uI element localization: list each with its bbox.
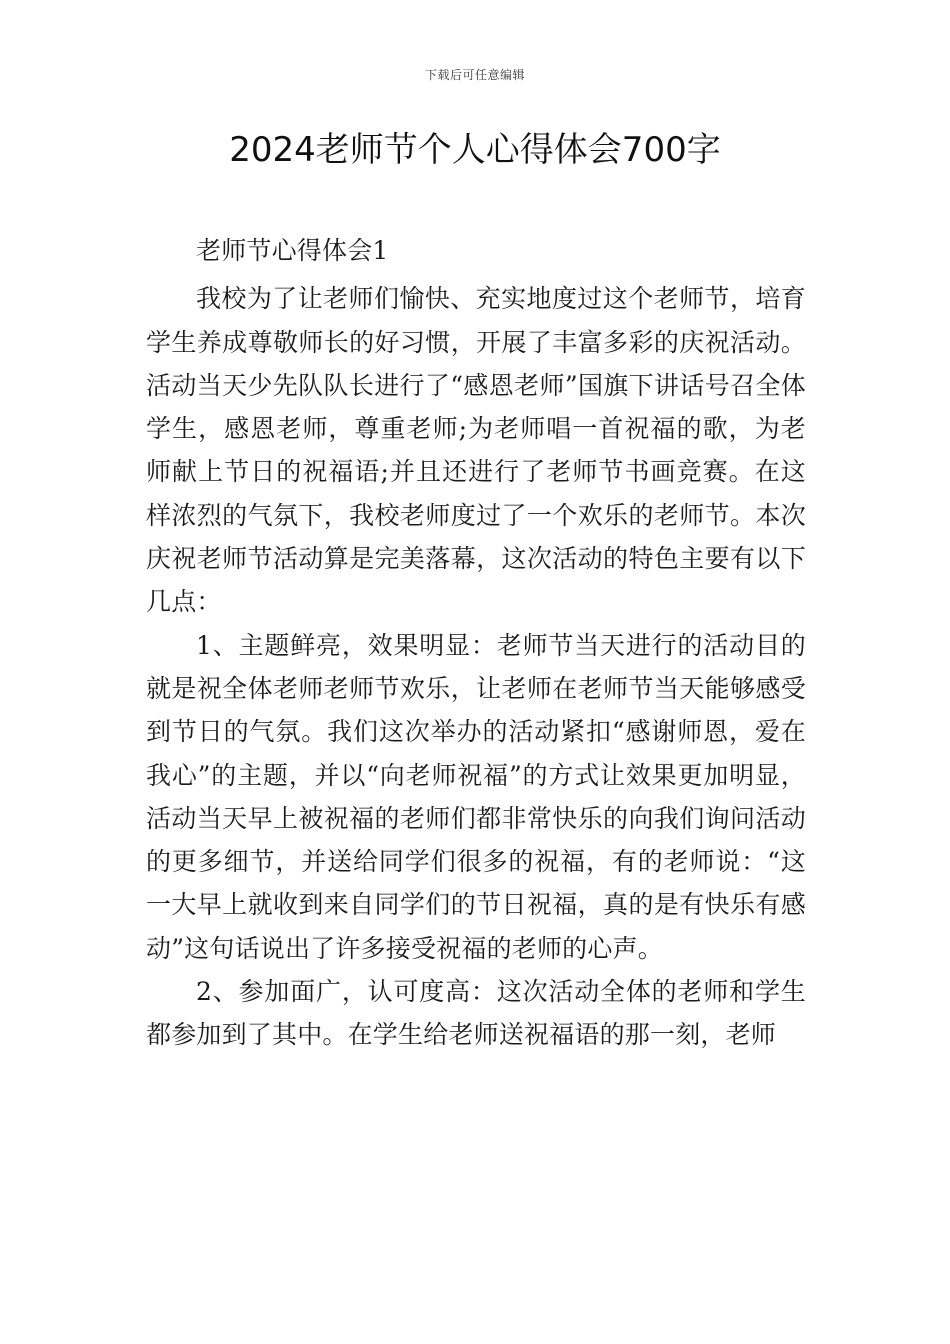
body-paragraph-point-1: 1、主题鲜亮，效果明显：老师节当天进行的活动目的就是祝全体老师老师节欢乐，让老师在老师节当天能够感受到节日的气氛。我们这次举办的活动紧扣“感谢师恩，爱在我心”的主题，并以“向老师祝福”的方式让效果更加明显，活动当天早上被祝福的老师们都非常快乐的向我们询问活动的更多细节，并送给同学们很多的祝福，有的老师说：“这一大早上就收到来自同学们的节日祝福，真的是有快乐有感动”这句话说出了许多接受祝福的老师的心声。: [146, 630, 806, 963]
header-note: 下载后可任意编辑: [424, 68, 525, 82]
section-heading: 老师节心得体会1: [196, 236, 389, 265]
body-paragraph-point-2: 2、参加面广，认可度高：这次活动全体的老师和学生都参加到了其中。在学生给老师送祝福语的那一刻，老师: [146, 977, 806, 1050]
document-title: 2024老师节个人心得体会700字: [229, 130, 721, 170]
document-body: [146, 229, 806, 1057]
body-paragraph-intro: 我校为了让老师们愉快、充实地度过这个老师节，培育学生养成尊敬师长的好习惯，开展了丰富多彩的庆祝活动。活动当天少先队队长进行了“感恩老师”国旗下讲话号召全体学生，感恩老师，尊重老师;为老师唱一首祝福的歌，为老师献上节日的祝福语;并且还进行了老师节书画竞赛。在这样浓烈的气氛下，我校老师度过了一个欢乐的老师节。本次庆祝老师节活动算是完美落幕，这次活动的特色主要有以下几点：: [146, 284, 806, 617]
